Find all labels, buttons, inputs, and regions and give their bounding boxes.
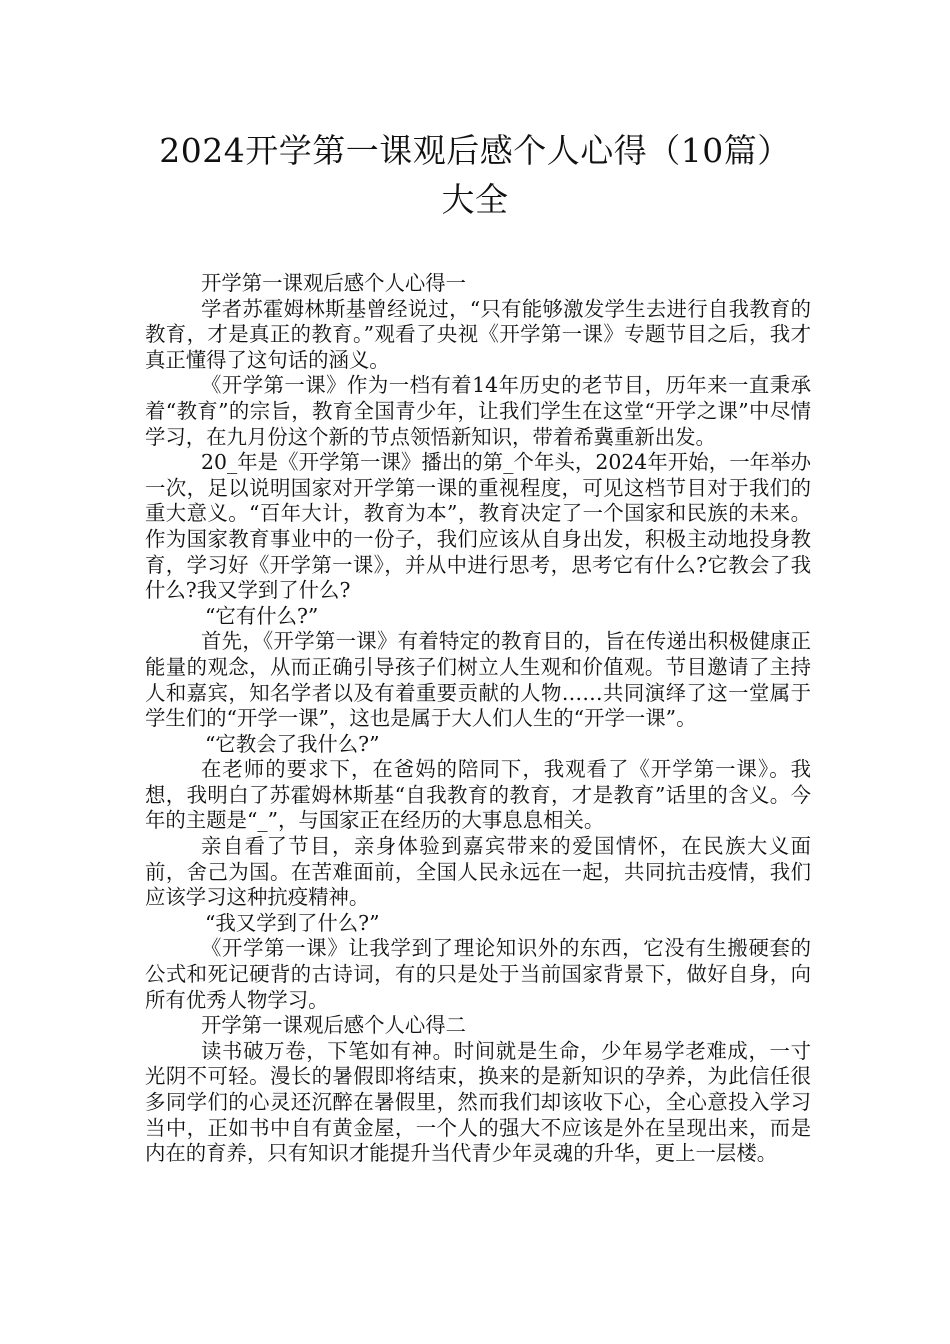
paragraph: 学者苏霍姆林斯基曾经说过，“只有能够激发学生去进行自我教育的教育，才是真正的教育。”观看了央视《开学第一课》专题节目之后，我才真正懂得了这句话的涵义。	[145, 296, 811, 372]
quote-question-3: “我又学到了什么?”	[205, 910, 380, 935]
section-heading-1: 开学第一课观后感个人心得一	[201, 271, 467, 295]
section-heading-2: 开学第一课观后感个人心得二	[201, 1013, 467, 1038]
title-line-1: 2024开学第一课观后感个人心得（10篇）	[159, 131, 791, 170]
paragraph: 亲自看了节目，亲身体验到嘉宾带来的爱国情怀，在民族大义面前，舍己为国。在苦难面前，全国人民永远在一起，共同抗击疫情，我们应该学习这种抗疫精神。	[145, 834, 811, 910]
quote-question-2: “它教会了我什么?”	[205, 731, 380, 756]
paragraph: 20_年是《开学第一课》播出的第_个年头，2024年开始，一年举办一次，足以说明国家对开学第一课的重视程度，可见这档节目对于我们的重大意义。“百年大计，教育为本”，教育决定了一个国家和民族的未来。作为国家教育事业中的一份子，我们应该从自身出发，积极主动地投身教育，学习好《开学第一课》，并从中进行思考，思考它有什么?它教会了我什么?我又学到了什么?	[145, 450, 811, 603]
document-title	[60, 126, 890, 224]
paragraph: 读书破万卷，下笔如有神。时间就是生命，少年易学老难成，一寸光阴不可轻。漫长的暑假即将结束，换来的是新知识的孕养，为此信任很多同学们的心灵还沉醉在暑假里，然而我们却该收下心，全心意投入学习当中，正如书中自有黄金屋，一个人的强大不应该是外在呈现出来，而是内在的育养，只有知识才能提升当代青少年灵魂的升华，更上一层楼。	[145, 1038, 811, 1166]
paragraph: 在老师的要求下，在爸妈的陪同下，我观看了《开学第一课》。我想，我明白了苏霍姆林斯基“自我教育的教育，才是教育”话里的含义。今年的主题是“_”，与国家正在经历的大事息息相关。	[145, 757, 811, 833]
paragraph: 《开学第一课》作为一档有着14年历史的老节目，历年来一直秉承着“教育”的宗旨，教育全国青少年，让我们学生在这堂“开学之课”中尽情学习，在九月份这个新的节点领悟新知识，带着希冀重新出发。	[145, 373, 811, 449]
quote-question-1: “它有什么?”	[205, 603, 319, 628]
paragraph: 《开学第一课》让我学到了理论知识外的东西，它没有生搬硬套的公式和死记硬背的古诗词，有的只是处于当前国家背景下，做好自身，向所有优秀人物学习。	[145, 936, 811, 1012]
document-body	[145, 271, 811, 1167]
paragraph: 首先，《开学第一课》有着特定的教育目的，旨在传递出积极健康正能量的观念，从而正确引导孩子们树立人生观和价值观。节目邀请了主持人和嘉宾，知名学者以及有着重要贡献的人物……共同演绎了这一堂属于学生们的“开学一课”，这也是属于大人们人生的“开学一课”。	[145, 629, 811, 731]
title-line-2: 大全	[441, 180, 509, 219]
